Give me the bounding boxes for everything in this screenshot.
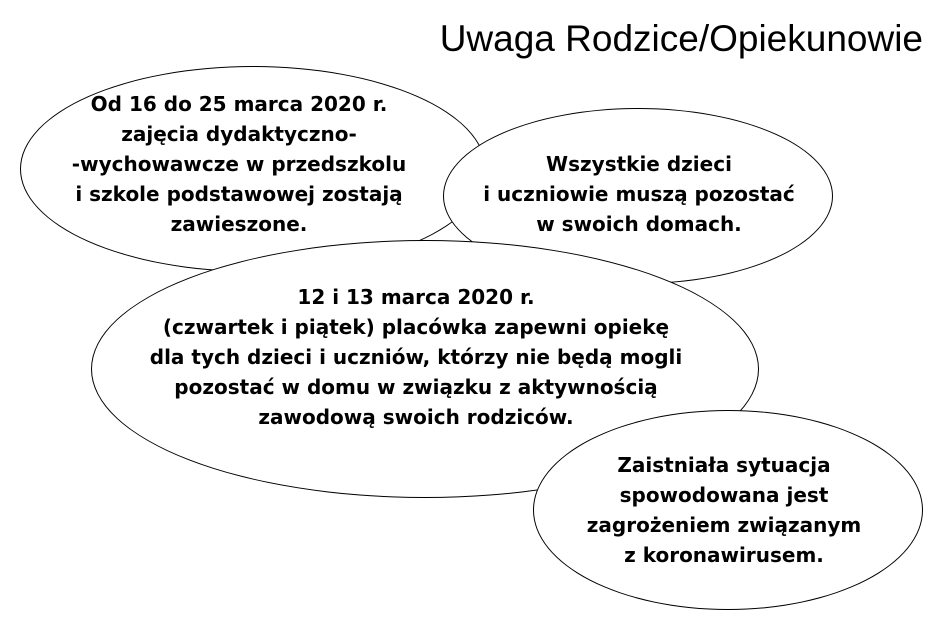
text-line: -wychowawcze w przedszkolu xyxy=(71,152,407,176)
text-line: Zaistniała sytuacja xyxy=(617,453,831,477)
bubble-suspension-dates-text xyxy=(72,89,406,239)
text-line: pozostać w domu w związku z aktywnością xyxy=(174,374,658,399)
text-line: zajęcia dydaktyczno- xyxy=(121,122,357,146)
text-line: i szkole podstawowej zostają xyxy=(75,182,403,206)
bubble-stay-home-text xyxy=(483,149,795,239)
text-line: 12 i 13 marca 2020 r. xyxy=(297,284,535,309)
text-line: Wszystkie dzieci xyxy=(546,152,732,176)
text-line: w swoich domach. xyxy=(536,212,742,236)
text-line: Od 16 do 25 marca 2020 r. xyxy=(90,92,388,116)
bubble-coronavirus-cause-text xyxy=(587,450,861,570)
text-line: zawodową swoich rodziców. xyxy=(258,404,574,429)
text-line: zawieszone. xyxy=(170,212,308,236)
text-line: z koronawirusem. xyxy=(624,543,824,567)
bubble-care-provision-text xyxy=(150,282,682,432)
text-line: (czwartek i piątek) placówka zapewni opiekę xyxy=(162,314,670,339)
text-line: spowodowana jest xyxy=(619,483,829,507)
text-line: zagrożeniem związanym xyxy=(586,513,862,537)
text-line: i uczniowie muszą pozostać xyxy=(483,182,795,206)
notice-title: Uwaga Rodzice/Opiekunowie xyxy=(439,18,923,59)
text-line: dla tych dzieci i uczniów, którzy nie będą mogli xyxy=(149,344,683,369)
bubble-coronavirus-cause xyxy=(533,410,923,610)
